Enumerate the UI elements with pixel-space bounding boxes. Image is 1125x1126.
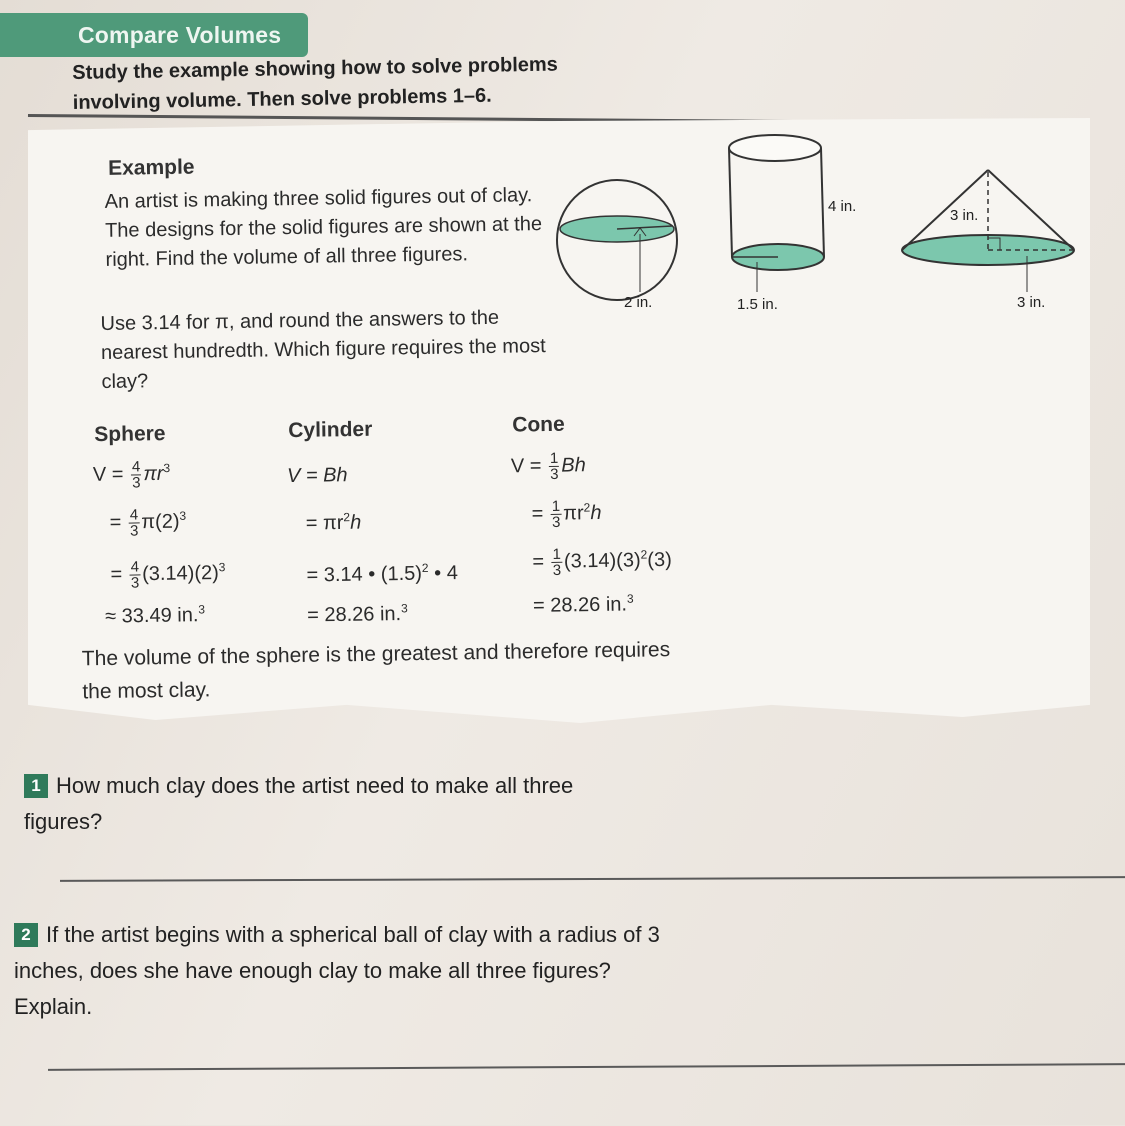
exponent: 3 (626, 591, 634, 606)
page-title: Compare Volumes (78, 22, 282, 48)
cylinder-top (729, 135, 821, 161)
cylinder-step-3-rhs: • 4 (428, 562, 459, 585)
cylinder-formula: V = Bh (286, 464, 348, 488)
instructions: Study the example showing how to solve problems involving volume. Then solve problems 1–6. (72, 53, 559, 114)
sphere-heading: Sphere (94, 422, 166, 447)
fraction-denominator: 3 (132, 474, 141, 492)
equals-sign: = (110, 563, 128, 586)
cylinder-figure (729, 135, 856, 313)
sphere-step-3-rhs: (3.14)(2) (141, 561, 219, 586)
question-text: If the artist begins with a spherical ball of clay with a radius of 3 inches, does she have enough clay to make all three figures? Explain. (14, 922, 660, 1019)
fraction-numerator: 1 (552, 545, 561, 563)
exponent: 3 (179, 508, 187, 523)
exponent: 3 (400, 601, 408, 616)
cylinder-heading: Cylinder (288, 417, 373, 443)
fraction-numerator: 4 (129, 506, 139, 524)
fraction-denominator: 3 (130, 574, 140, 592)
cone-volume: = 28.26 in. (532, 593, 628, 617)
fraction-numerator: 4 (130, 558, 140, 576)
cylinder-step-3-lhs: = 3.14 • (1.5) (306, 562, 423, 587)
cylinder-height-label: 4 in. (828, 198, 857, 215)
equals-sign: = (532, 550, 550, 574)
sphere-step-1-rhs: πr (143, 462, 164, 486)
sphere-radius-label: 2 in. (624, 294, 653, 311)
sphere-step-2-rhs: π(2) (141, 510, 180, 534)
exponent: 2 (421, 560, 429, 575)
cone-step-1-rhs: Bh (561, 454, 586, 477)
fraction-numerator: 1 (551, 497, 561, 515)
cone-height-label: 3 in. (950, 207, 979, 224)
example-conclusion: The volume of the sphere is the greatest and therefore requires the most clay. (81, 638, 671, 704)
cone-heading: Cone (512, 412, 565, 437)
exponent: 2 (583, 500, 591, 515)
cone-step-2-rhs: πr (563, 502, 584, 525)
exponent: 3 (218, 560, 226, 575)
sphere-volume: ≈ 33.49 in. (105, 604, 199, 628)
example-paragraph-1: An artist is making three solid figures out of clay. The designs for the solid figures are shown at the right. Find the volume of all three figures. (104, 184, 543, 271)
fraction-numerator: 1 (549, 449, 559, 467)
equals-sign: = (109, 511, 128, 534)
example-label: Example (107, 155, 195, 180)
fraction-denominator: 3 (550, 465, 559, 483)
exponent: 3 (198, 602, 206, 617)
fraction-denominator: 3 (129, 522, 139, 540)
equals-sign: = (531, 502, 550, 526)
cone-step-2-tail: h (590, 501, 602, 525)
exponent: 3 (163, 461, 171, 476)
example-paragraph-2: Use 3.14 for π, and round the answers to the nearest hundredth. Which figure requires the most clay? (100, 306, 546, 394)
fraction-denominator: 3 (552, 561, 562, 579)
exponent: 2 (640, 547, 648, 562)
cone-figure (902, 170, 1074, 311)
cylinder-radius-label: 1.5 in. (737, 296, 778, 313)
fraction-denominator: 3 (551, 513, 561, 531)
sphere-step-1-lhs: V = (92, 463, 130, 486)
cylinder-left-edge (729, 148, 732, 257)
cone-step-3-tail: (3) (647, 548, 672, 572)
cylinder-right-edge (821, 148, 824, 257)
cone-step-3-rhs: (3.14)(3) (563, 549, 641, 573)
exponent: 2 (343, 510, 351, 525)
cone-step-1-lhs: V = (510, 454, 548, 478)
cylinder-step-2-lhs: = πr (305, 511, 344, 535)
cylinder-volume: = 28.26 in. (307, 602, 402, 627)
fraction-numerator: 4 (131, 458, 141, 476)
question-text: How much clay does the artist need to make all three figures? (24, 773, 574, 834)
cone-radius-label: 3 in. (1017, 294, 1046, 311)
question-number: 1 (24, 774, 48, 798)
sphere-figure (557, 180, 677, 311)
question-number: 2 (14, 923, 38, 947)
question-1 (24, 768, 624, 840)
question-2 (14, 917, 674, 1025)
cylinder-step-2-rhs: h (349, 511, 362, 534)
